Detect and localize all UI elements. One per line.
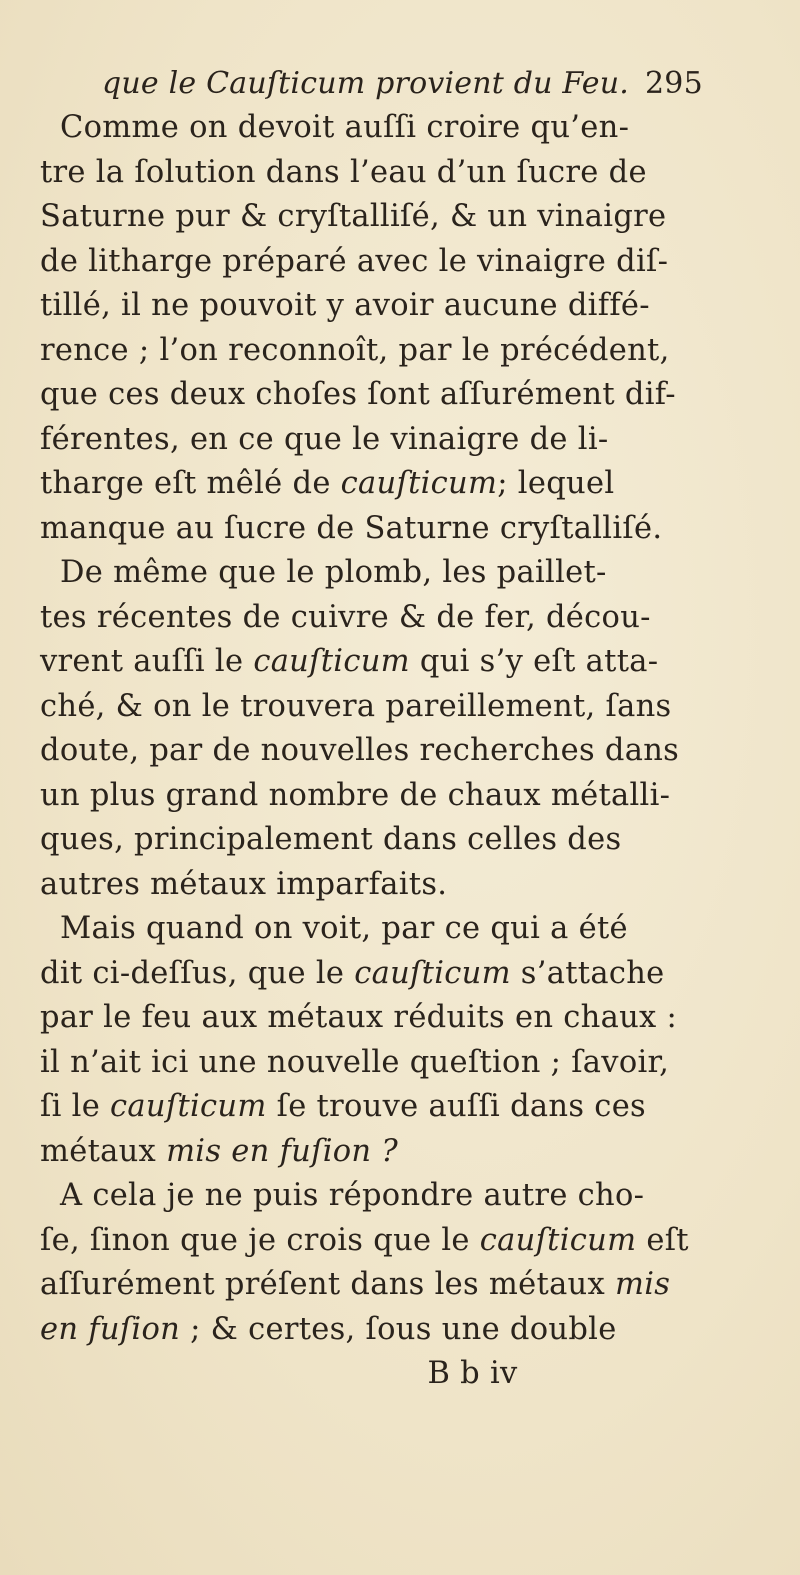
italic-run: cauſticum bbox=[354, 955, 511, 991]
text-run: ſi le bbox=[40, 1089, 111, 1124]
text-line bbox=[40, 1263, 795, 1308]
text-line bbox=[40, 640, 795, 685]
text-line: manque au ſucre de Saturne cryſtalliſé. bbox=[40, 510, 663, 546]
text-run: eſt bbox=[636, 1222, 689, 1258]
text-line: que ces deux choſes ſont aſſurément dif- bbox=[40, 377, 676, 412]
text-line: férentes, en ce que le vinaigre de li- bbox=[40, 421, 609, 457]
text-line: doute, par de nouvelles recherches dans bbox=[40, 733, 680, 768]
text-run: ; lequel bbox=[497, 466, 615, 501]
text-line: tes récentes de cuivre & de fer, décou- bbox=[40, 599, 651, 635]
text-line: Mais quand on voit, par ce qui a été bbox=[60, 911, 628, 946]
text-line bbox=[40, 1085, 795, 1130]
running-header bbox=[40, 62, 795, 106]
text-line: Comme on devoit auſſi croire qu’en- bbox=[60, 110, 630, 145]
text-line: il n’ait ici une nouvelle queſtion ; ſavoir, bbox=[40, 1044, 670, 1080]
text-line: ché, & on le trouvera pareillement, ſans bbox=[40, 688, 672, 724]
text-line: un plus grand nombre de chaux métalli- bbox=[40, 777, 671, 813]
text-line: tre la ſolution dans l’eau d’un ſucre de bbox=[40, 154, 647, 190]
text-line bbox=[40, 1130, 795, 1175]
text-line: tillé, il ne pouvoit y avoir aucune diffé- bbox=[40, 288, 650, 323]
text-line: par le feu aux métaux réduits en chaux : bbox=[40, 1000, 678, 1035]
body-text bbox=[40, 106, 795, 1352]
text-line bbox=[40, 1308, 795, 1353]
text-line: De même que le plomb, les paillet- bbox=[60, 555, 607, 590]
text-run: dit ci-deſſus, que le bbox=[40, 955, 355, 991]
italic-run: mis en fuſion ? bbox=[166, 1133, 399, 1169]
text-line: rence ; l’on reconnoît, par le précédent, bbox=[40, 332, 670, 368]
text-run: aſſurément préſent dans les métaux bbox=[40, 1267, 615, 1302]
text-line: autres métaux imparfaits. bbox=[40, 866, 448, 902]
text-line: Saturne pur & cryſtalliſé, & un vinaigre bbox=[40, 199, 667, 234]
text-line: ques, principalement dans celles des bbox=[40, 822, 622, 857]
page-number: 295 bbox=[645, 66, 703, 101]
text-run: tharge eſt mêlé de bbox=[40, 466, 341, 501]
text-line: de litharge préparé avec le vinaigre diſ- bbox=[40, 243, 669, 279]
italic-run: cauſticum bbox=[340, 466, 498, 501]
text-run: vrent auſſi le bbox=[40, 644, 254, 679]
text-run: ; & certes, ſous une double bbox=[180, 1311, 617, 1347]
text-run: ſe, ſinon que je crois que le bbox=[40, 1222, 480, 1258]
text-run: métaux bbox=[40, 1133, 167, 1169]
signature-mark: B b iv bbox=[427, 1356, 518, 1391]
text-run: ſe trouve auſſi dans ces bbox=[266, 1089, 646, 1124]
text-line bbox=[40, 952, 795, 997]
italic-run: mis bbox=[615, 1267, 671, 1302]
text-line bbox=[40, 462, 795, 507]
running-title: que le Cauſticum provient du Feu. bbox=[102, 66, 629, 101]
text-run: qui s’y eſt atta- bbox=[409, 644, 659, 679]
text-line bbox=[40, 1219, 795, 1264]
italic-run: en fuſion bbox=[40, 1311, 181, 1347]
text-line: A cela je ne puis répondre autre cho- bbox=[60, 1178, 645, 1213]
text-run: s’attache bbox=[510, 955, 665, 991]
italic-run: cauſticum bbox=[479, 1222, 637, 1258]
italic-run: cauſticum bbox=[110, 1089, 267, 1124]
italic-run: cauſticum bbox=[253, 644, 410, 679]
book-page bbox=[40, 62, 795, 1397]
